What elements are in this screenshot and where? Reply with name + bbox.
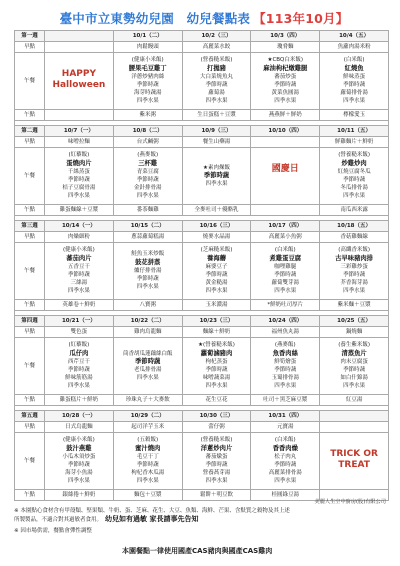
lunch-dish: 季節時蔬: [136, 276, 159, 283]
afternoon-snack-row: [15, 395, 389, 406]
lunch-dish: 四季水果: [136, 375, 159, 382]
afternoon-snack: 雞蛋麵線＋豆漿: [45, 205, 114, 216]
afternoon-snack: 桂圓綠豆湯: [251, 490, 320, 501]
morning-snack: 餐生山藥湯: [182, 137, 251, 148]
week-label: 第一週: [15, 31, 45, 42]
page-title: [34, 9, 374, 27]
lunch-dish: 三杯雞: [138, 159, 158, 167]
lunch-dish: (健康小米飯): [131, 57, 164, 64]
lunch-cell: [251, 53, 320, 110]
holiday-illustration: [251, 148, 319, 204]
allergen-note-cont: [14, 516, 198, 524]
lunch-dish: 營養萵芽湯: [202, 470, 231, 477]
lunch-dish: 蕃茄炒蛋: [274, 73, 297, 80]
morning-snack: 雞肉烏龍麵: [113, 327, 182, 338]
lunch-cell: [182, 53, 251, 110]
illustration-text: HAPPY Halloween: [52, 69, 106, 90]
day-date: 10/2（三）: [182, 31, 251, 42]
caterer-signature: 美麗人生空中廚房(股)有限公司: [314, 499, 386, 505]
lunch-cell: [182, 243, 251, 300]
week-label: 第四週: [15, 316, 45, 327]
lunch-dish: 玉蜀排骨湯: [271, 375, 300, 382]
afternoon-snack: 生日蛋糕＋豆漿: [182, 110, 251, 121]
day-date: 10/10（四）: [251, 126, 320, 137]
lunch-cell: [182, 338, 251, 395]
meal-label-lunch: 午餐: [15, 338, 45, 395]
lunch-cell: [113, 338, 182, 395]
lunch-dish: 四季水果: [136, 478, 159, 485]
week-header-row: [15, 411, 389, 422]
lunch-dish: 炒雞炒肉: [341, 159, 367, 167]
menu-body: [15, 31, 389, 501]
lunch-dish: (白米飯): [343, 57, 365, 64]
afternoon-snack: 麵包＋豆漿: [113, 490, 182, 501]
lunch-dish: 季節時蔬: [67, 367, 90, 373]
morning-snack: 肉鬆饅頭: [113, 42, 182, 53]
term-label: 【113年10月】: [253, 11, 349, 26]
afternoon-snack: *鮮奶吐司厚片: [251, 300, 320, 311]
morning-snack: 雙色蛋: [45, 327, 114, 338]
lunch-dish: 季節時蔬: [343, 272, 366, 278]
lunch-dish: 季節時蔬: [205, 367, 228, 373]
lunch-dish: (白米飯): [274, 437, 296, 444]
lunch-dish: (高纖香米飯): [338, 247, 370, 254]
lunch-dish: 鮮筍燴蛋: [274, 358, 297, 365]
illustration-cell: [251, 148, 320, 205]
lunch-dish: ★素肉燥飯: [203, 164, 230, 171]
morning-snack: 蕾仔粥: [182, 422, 251, 433]
lunch-dish: 季節時蔬: [343, 367, 366, 373]
lunch-dish: 海芽時蔬湯: [133, 90, 162, 97]
morning-snack: 味噌拉麵: [45, 137, 114, 148]
day-date: 10/28（一）: [45, 411, 114, 422]
lunch-dish: 紅燒豆腐冬瓜: [337, 168, 371, 175]
lunch-dish: 海芽小魚湯: [65, 470, 93, 477]
afternoon-snack: [251, 205, 320, 216]
lunch-dish: 四季水果: [67, 288, 90, 295]
lunch-dish: 千絲蒸蛋: [67, 168, 90, 175]
allergen-note-end: 所製製品，不適合對其過敏者食用。: [14, 517, 103, 523]
morning-snack-row: [15, 327, 389, 338]
afternoon-snack: 南瓜西米露: [320, 205, 389, 216]
lunch-dish: 蘿蔔排骨湯: [340, 90, 368, 97]
lunch-dish: 養海蘑: [207, 254, 226, 262]
afternoon-snack: 紅豆湯: [320, 395, 389, 406]
lunch-cell: [182, 148, 251, 205]
lunch-dish: 季節時蔬: [343, 82, 366, 88]
lunch-dish: 麻油枸杞燉雞腿: [263, 64, 308, 72]
lunch-dish: 四季水果: [274, 288, 297, 295]
lunch-dish: 季節時蔬: [205, 462, 228, 468]
afternoon-snack: 花生豆花: [182, 395, 251, 406]
lunch-dish: 季節時蔬: [274, 272, 297, 278]
morning-snack: 高麗菜水餃: [182, 42, 251, 53]
lunch-dish: (養生紫米飯): [338, 342, 370, 349]
day-date: 10/30（三）: [182, 411, 251, 422]
week-header-row: [15, 221, 389, 232]
page-header: [4, 5, 396, 31]
afternoon-snack: 銀絲捲＋鮮奶: [45, 490, 114, 501]
day-date: 10/8（二）: [113, 126, 182, 137]
lunch-cell: [45, 433, 114, 490]
week-header-row: [15, 31, 389, 42]
lunch-dish: 麻婆豆子: [205, 263, 228, 270]
allergy-notice: 幼兒如有過敏 家長請事先告知: [105, 515, 199, 523]
lunch-dish: 清蒸魚片: [341, 349, 367, 357]
lunch-dish: ★CBQ白米飯): [267, 57, 304, 64]
lunch-dish: 腰果毛豆雞丁: [128, 64, 167, 72]
lunch-dish: 四季水果: [274, 383, 297, 390]
afternoon-snack: 全麥吐司＋優酪乳: [182, 205, 251, 216]
lunch-dish: 季節時蔬: [67, 177, 90, 183]
lunch-dish: (營養糙米飯): [200, 57, 233, 64]
lunch-dish: 鮭魚玉米炒飯: [131, 251, 165, 258]
lunch-dish: 松子肉丸: [274, 453, 297, 460]
lunch-cell: [113, 433, 182, 490]
lunch-dish: (健康小米飯): [63, 437, 95, 444]
lunch-dish: (燕麥飯): [137, 152, 159, 159]
holiday-illustration: [45, 53, 113, 109]
afternoon-snack: 吐司＋黑芝麻豆漿: [251, 395, 320, 406]
day-date: 10/24（四）: [251, 316, 320, 327]
lunch-dish: 煮雞蛋豆腐: [269, 254, 302, 262]
meal-label-pm: 午點: [15, 300, 45, 311]
morning-snack: 福州魚丸湯: [251, 327, 320, 338]
lunch-dish: 蘿蔔滷豬肉: [200, 349, 233, 357]
lunch-dish: 香香肉燥: [272, 444, 298, 452]
meal-label-lunch: 午餐: [15, 433, 45, 490]
meal-label-am: 早點: [15, 137, 45, 148]
lunch-dish: 蜜汁燒肉: [135, 444, 161, 452]
day-date: 10/3（四）: [251, 31, 320, 42]
afternoon-snack: 玉米濃湯: [182, 300, 251, 311]
illustration-cell: [45, 53, 114, 110]
lunch-dish: 鮮味筋筋湯: [65, 375, 93, 382]
meal-label-lunch: 午餐: [15, 243, 45, 300]
lunch-dish: 枸杞蒸蛋: [205, 358, 228, 365]
meal-label-pm: 午點: [15, 490, 45, 501]
lunch-row: [15, 148, 389, 205]
lunch-dish: 老瓜排骨湯: [133, 367, 162, 373]
lunch-dish: 打拋豬: [207, 64, 226, 72]
afternoon-snack: 紫米粥: [113, 110, 182, 121]
lunch-dish: 四季水果: [67, 383, 90, 390]
lunch-dish: 蘿蔔雙芽湯: [271, 280, 300, 287]
day-date: 10/21（一）: [45, 316, 114, 327]
lunch-dish: 西芹豆干: [67, 358, 90, 365]
lunch-dish: 四季水果: [67, 478, 90, 485]
footer: [14, 498, 388, 562]
lunch-dish: 冬瓜排骨湯: [340, 185, 368, 192]
morning-snack: 蔥蒜蘿蔔糕湯: [113, 232, 182, 243]
lunch-dish: 季節時蔬: [205, 272, 228, 278]
lunch-dish: 爐仔排骨湯: [133, 267, 162, 274]
lunch-dish: 四季水果: [136, 284, 159, 291]
afternoon-snack: 番茶麵雞: [113, 205, 182, 216]
lunch-cell: [251, 243, 320, 300]
lunch-dish: 鮮味蒸蛋: [343, 73, 366, 80]
lunch-dish: (紅藜飯): [68, 152, 90, 159]
morning-snack: 高麗菜小魚粥: [251, 232, 320, 243]
title-text: 臺中市立東勢幼兒園 幼兒餐點表: [59, 11, 251, 26]
lunch-dish: 肉末豆腐蛋: [340, 358, 368, 365]
lunch-row: [15, 433, 389, 490]
lunch-cell: [113, 243, 182, 300]
day-date: [320, 411, 389, 422]
illustration-text: TRICK OR TREAT: [330, 449, 378, 470]
meal-label-lunch: 午餐: [15, 148, 45, 205]
lunch-dish: 四季水果: [274, 98, 297, 105]
afternoon-snack-row: [15, 205, 389, 216]
meal-label-lunch: 午餐: [15, 53, 45, 110]
lunch-dish: 三絲湯: [70, 280, 88, 287]
lunch-dish: (健康小米飯): [63, 247, 95, 254]
lunch-dish: 四季水果: [343, 383, 366, 390]
allergen-note: ※ 本園點心食材含有甲殼類、堅果類、牛奶、蛋、芝麻、花生、大豆、魚類、海鮮、芒果、含麩質之穀物及其上述: [14, 508, 290, 514]
day-date: 10/4（五）: [320, 31, 389, 42]
lunch-dish: 紅燒魚: [344, 64, 364, 72]
day-date: 10/11（五）: [320, 126, 389, 137]
lunch-dish: 洋蔥炒豬肉絲: [131, 73, 165, 80]
lunch-dish: 四季水果: [205, 383, 228, 390]
day-date: 10/7（一）: [45, 126, 114, 137]
supply-note: ※ 因市場供需，餐點會彈性調整: [14, 528, 92, 534]
lunch-dish: 四季水果: [136, 193, 159, 200]
lunch-dish: 鼓花拼蒸: [135, 258, 161, 266]
lunch-dish: 四季水果: [205, 288, 228, 295]
day-date: 10/25（五）: [320, 316, 389, 327]
afternoon-snack: 燕燕鮮＋鮮奶: [251, 110, 320, 121]
day-date: 10/9（三）: [182, 126, 251, 137]
day-date: [45, 31, 114, 42]
week-header-row: [15, 126, 389, 137]
lunch-cell: [113, 53, 182, 110]
lunch-dish: 黃菜魚圓湯: [271, 90, 300, 97]
lunch-dish: 四季水果: [274, 478, 297, 485]
lunch-dish: (紅藜飯): [68, 342, 90, 349]
lunch-dish: 青菜豆腐: [136, 168, 159, 175]
week-header-row: [15, 316, 389, 327]
lunch-cell: [320, 243, 389, 300]
morning-snack: 麵線＋鮮奶: [182, 327, 251, 338]
lunch-dish: (燕麥飯): [274, 342, 296, 349]
morning-snack: 肉燥細粉: [45, 232, 114, 243]
week-label: 第五週: [15, 411, 45, 422]
day-date: 10/31（四）: [251, 411, 320, 422]
day-date: 10/14（一）: [45, 221, 114, 232]
lunch-dish: 鼓汁燕雞: [66, 444, 92, 452]
lunch-cell: [320, 53, 389, 110]
lunch-dish: 蛋燒肉片: [66, 159, 92, 167]
morning-snack: [251, 137, 320, 148]
day-date: 10/18（五）: [320, 221, 389, 232]
lunch-row: [15, 243, 389, 300]
lunch-dish: 金針排骨湯: [133, 185, 162, 192]
morning-snack: 瓊脅麵: [251, 42, 320, 53]
lunch-dish: (營養糙米飯): [200, 437, 233, 444]
illustration-text: 國慶日: [271, 164, 299, 174]
morning-snack: 香菇雞麵線: [320, 232, 389, 243]
meal-label-am: 早點: [15, 232, 45, 243]
morning-snack-row: [15, 137, 389, 148]
lunch-dish: 四季水果: [343, 193, 366, 200]
lunch-dish: 古早味豬肉排: [335, 254, 373, 262]
morning-snack: [45, 42, 114, 53]
afternoon-snack-row: [15, 110, 389, 121]
lunch-dish: 蘿蔔湯: [208, 90, 225, 97]
meal-label-am: 早點: [15, 42, 45, 53]
holiday-illustration: [320, 433, 388, 489]
lunch-dish: 季節時蔬: [203, 171, 230, 179]
afternoon-snack: 英雄卷＋鮮奶: [45, 300, 114, 311]
morning-snack: 起司洋芋玉米: [113, 422, 182, 433]
afternoon-snack: 雞蛋糕片＋鮮奶: [45, 395, 114, 406]
lunch-dish: (芝麻糙米飯): [200, 247, 233, 254]
lunch-row: [15, 338, 389, 395]
lunch-cell: [251, 433, 320, 490]
afternoon-snack: 鬆餅＋明豆飲: [182, 490, 251, 501]
lunch-cell: [45, 338, 114, 395]
week-label: 第二週: [15, 126, 45, 137]
lunch-dish: 毛豆干丁: [136, 453, 159, 460]
lunch-dish: 季節時蔬: [136, 82, 159, 88]
morning-snack: 台式鹹粥: [113, 137, 182, 148]
lunch-dish: 季節時蔬: [136, 177, 159, 183]
lunch-dish: 季節時蔬: [136, 462, 159, 468]
lunch-dish: 魚香肉絲: [272, 349, 298, 357]
lunch-dish: (營養糙米飯): [338, 152, 370, 159]
lunch-dish: 洋蔥炒肉片: [200, 444, 233, 452]
morning-snack: 元寶湯: [251, 422, 320, 433]
meal-label-am: 早點: [15, 422, 45, 433]
lunch-dish: 四季水果: [205, 181, 228, 188]
lunch-dish: 如白什錦湯: [340, 375, 368, 382]
day-date: 10/29（二）: [113, 411, 182, 422]
lunch-dish: 季節時蔬: [67, 272, 90, 278]
lunch-cell: [320, 148, 389, 205]
lunch-dish: ★(營養糙米飯): [198, 342, 235, 349]
meal-label-am: 早點: [15, 327, 45, 338]
afternoon-snack: [45, 110, 114, 121]
lunch-cell: [182, 433, 251, 490]
lunch-dish: 季節時蔬: [274, 367, 297, 373]
morning-snack-row: [15, 422, 389, 433]
lunch-dish: 四季水果: [205, 478, 228, 485]
lunch-dish: 黃金糙湯: [205, 280, 228, 287]
morning-snack: 魚蘿肉湯米粉: [320, 42, 389, 53]
lunch-dish: 大白菜燒魚丸: [199, 73, 233, 80]
lunch-dish: 季節時蔬: [274, 82, 297, 88]
lunch-dish: 咖哩雞腿: [274, 263, 297, 270]
lunch-dish: 季節時蔬: [205, 82, 228, 88]
day-date: 10/22（二）: [113, 316, 182, 327]
lunch-dish: 四季水果: [205, 98, 228, 105]
lunch-dish: 季節時蔬: [274, 462, 297, 468]
morning-snack-row: [15, 232, 389, 243]
meal-label-pm: 午點: [15, 205, 45, 216]
lunch-cell: [45, 243, 114, 300]
meal-label-pm: 午點: [15, 395, 45, 406]
lunch-dish: 桔子豆腐骨湯: [62, 185, 96, 192]
lunch-dish: 蕃茄燉蛋: [205, 453, 228, 460]
afternoon-snack: 八寶粥: [113, 300, 182, 311]
lunch-dish: 味噌蔬菜湯: [202, 375, 231, 382]
meat-source-note: 本園餐點一律使用國產CAS豬肉與國產CAS雞肉: [122, 547, 273, 555]
lunch-dish: 季節時蔬: [135, 357, 161, 365]
lunch-dish: 四季水果: [136, 98, 159, 105]
lunch-row: [15, 53, 389, 110]
lunch-dish: 瓜仔肉: [69, 349, 89, 357]
lunch-dish: 高麗菜排骨湯: [268, 470, 302, 477]
lunch-dish: 四季水果: [343, 98, 366, 105]
lunch-cell: [113, 148, 182, 205]
lunch-dish: 季節時蔬: [343, 177, 366, 183]
day-date: 10/1（二）: [113, 31, 182, 42]
lunch-dish: 三彩雞炒蛋: [340, 263, 368, 270]
afternoon-snack-row: [15, 300, 389, 311]
morning-snack: [320, 422, 389, 433]
menu-table: [14, 30, 389, 501]
lunch-dish: 芥香海芽湯: [340, 280, 368, 287]
lunch-dish: 五香豆干: [67, 263, 90, 270]
morning-snack: 鍋燒麵: [320, 327, 389, 338]
lunch-cell: [45, 148, 114, 205]
day-date: 10/23（三）: [182, 316, 251, 327]
week-label: 第三週: [15, 221, 45, 232]
lunch-dish: 小瓜木須炒蛋: [62, 453, 96, 460]
lunch-dish: 蕃茄肉片: [66, 254, 92, 262]
meal-label-pm: 午點: [15, 110, 45, 121]
lunch-dish: (五穀飯): [137, 437, 159, 444]
morning-snack: 日式烏龍麵: [45, 422, 114, 433]
lunch-dish: (白米飯): [274, 247, 296, 254]
lunch-dish: 枸杞香木瓜湯: [131, 470, 165, 477]
illustration-cell: [320, 433, 389, 490]
day-date: 10/17（四）: [251, 221, 320, 232]
afternoon-snack: 檸檬愛玉: [320, 110, 389, 121]
morning-snack: 燒麥水晶湯: [182, 232, 251, 243]
lunch-dish: 茼香胡瓜蓮藕絲白飯: [122, 350, 173, 357]
day-date: 10/16（三）: [182, 221, 251, 232]
morning-snack-row: [15, 42, 389, 53]
afternoon-snack: 紫米麵＋豆漿: [320, 300, 389, 311]
lunch-dish: 四季水果: [343, 288, 366, 295]
lunch-dish: 季節時蔬: [67, 462, 90, 468]
lunch-cell: [251, 338, 320, 395]
lunch-cell: [320, 338, 389, 395]
day-date: 10/15（二）: [113, 221, 182, 232]
lunch-dish: 四季水果: [67, 193, 90, 200]
morning-snack: 鮮雞麵片＋鮮奶: [320, 137, 389, 148]
afternoon-snack: 珍珠丸子＋大麥飲: [113, 395, 182, 406]
